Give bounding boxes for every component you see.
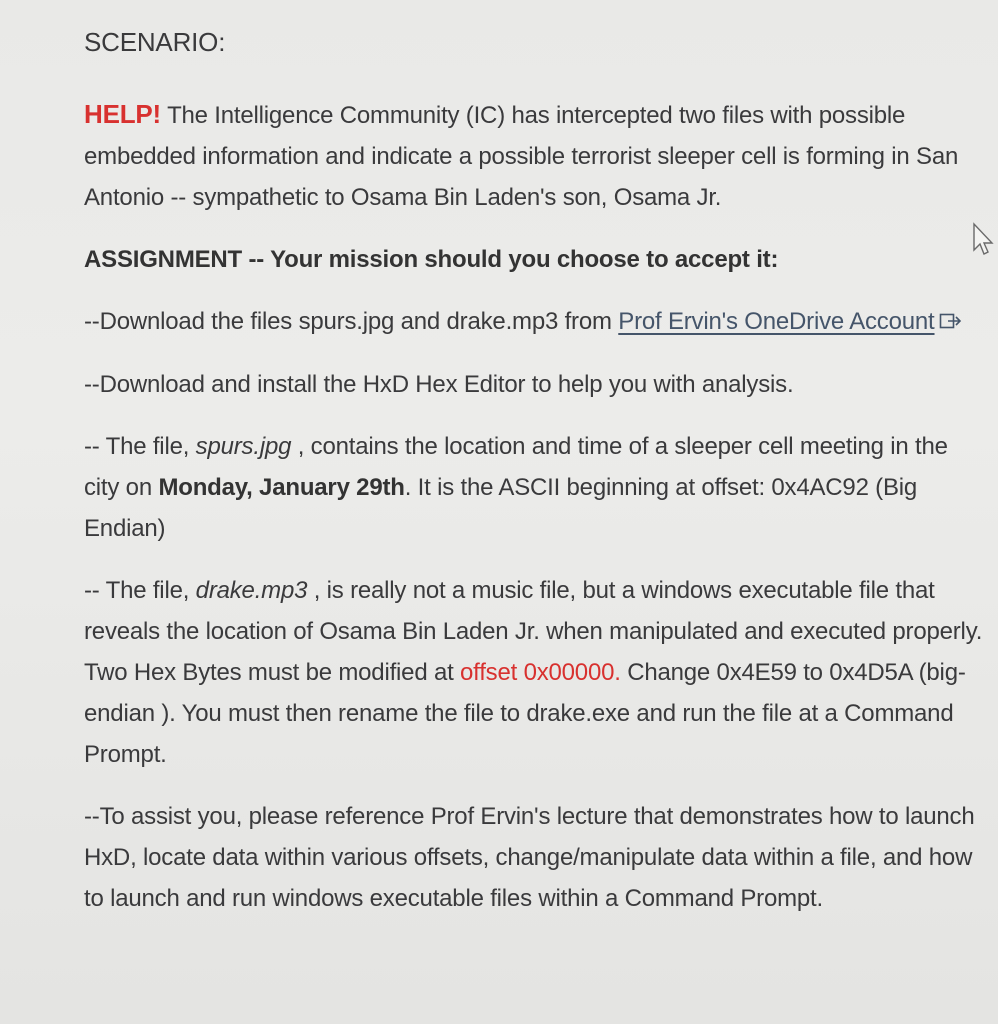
assignment-page xyxy=(84,24,984,940)
offset-highlight: offset 0x00000. xyxy=(460,659,621,687)
onedrive-link[interactable] xyxy=(618,308,962,335)
scenario-heading: SCENARIO: xyxy=(84,27,226,57)
drake-filename: drake.mp3 xyxy=(195,577,308,605)
help-label: HELP! xyxy=(84,99,162,129)
spurs-filename: spurs.jpg xyxy=(195,433,292,461)
step-reference-lecture xyxy=(84,796,984,919)
step-spurs-text-2: , contains the location and time of a sleeper cell meeting in the city on xyxy=(84,433,948,502)
step-reference-lecture-text: --To assist you, please reference Prof Ervin's lecture that demonstrates how to launch HxD, locate data within various offsets, change/manipulate data within a file, and how to launch and run windows executable files within a Command Prompt. xyxy=(84,803,975,913)
mouse-cursor-icon xyxy=(972,222,996,263)
scenario-paragraph xyxy=(84,94,984,218)
scenario-text: The Intelligence Community (IC) has intercepted two files with possible embedded information and indicate a possible terrorist sleeper cell is forming in San Antonio -- sympathetic to Osama Bin Laden's son, Osama Jr. xyxy=(84,102,959,211)
step-spurs-file xyxy=(84,426,984,549)
step-download-files xyxy=(84,301,984,343)
step-download-files-text: --Download the files spurs.jpg and drake.mp3 from xyxy=(84,308,619,335)
meeting-date: Monday, January 29th xyxy=(158,474,405,502)
step-drake-text-1: -- The file, xyxy=(84,577,196,605)
step-install-hxd xyxy=(84,364,984,405)
step-spurs-text-1: -- The file, xyxy=(84,433,196,461)
step-spurs-text-3: . It is the ASCII beginning at offset: 0x4AC92 (Big Endian) xyxy=(84,474,918,543)
step-drake-text-2: , is really not a music file, but a windows executable file that reveals the location of Osama Bin Laden Jr. when manipulated and executed properly. Two Hex Bytes must be modified at xyxy=(84,577,983,687)
step-drake-file xyxy=(84,570,984,775)
step-install-hxd-text: --Download and install the HxD Hex Editor to help you with analysis. xyxy=(84,371,794,399)
assignment-heading xyxy=(84,239,984,280)
external-link-icon xyxy=(939,302,963,343)
assignment-heading-text: ASSIGNMENT -- Your mission should you choose to accept it: xyxy=(84,246,779,273)
onedrive-link-text: Prof Ervin's OneDrive Account xyxy=(618,308,935,335)
step-drake-text-3: Change 0x4E59 to 0x4D5A (big-endian ). You must then rename the file to drake.exe and run the file at a Command Prompt. xyxy=(84,659,966,769)
